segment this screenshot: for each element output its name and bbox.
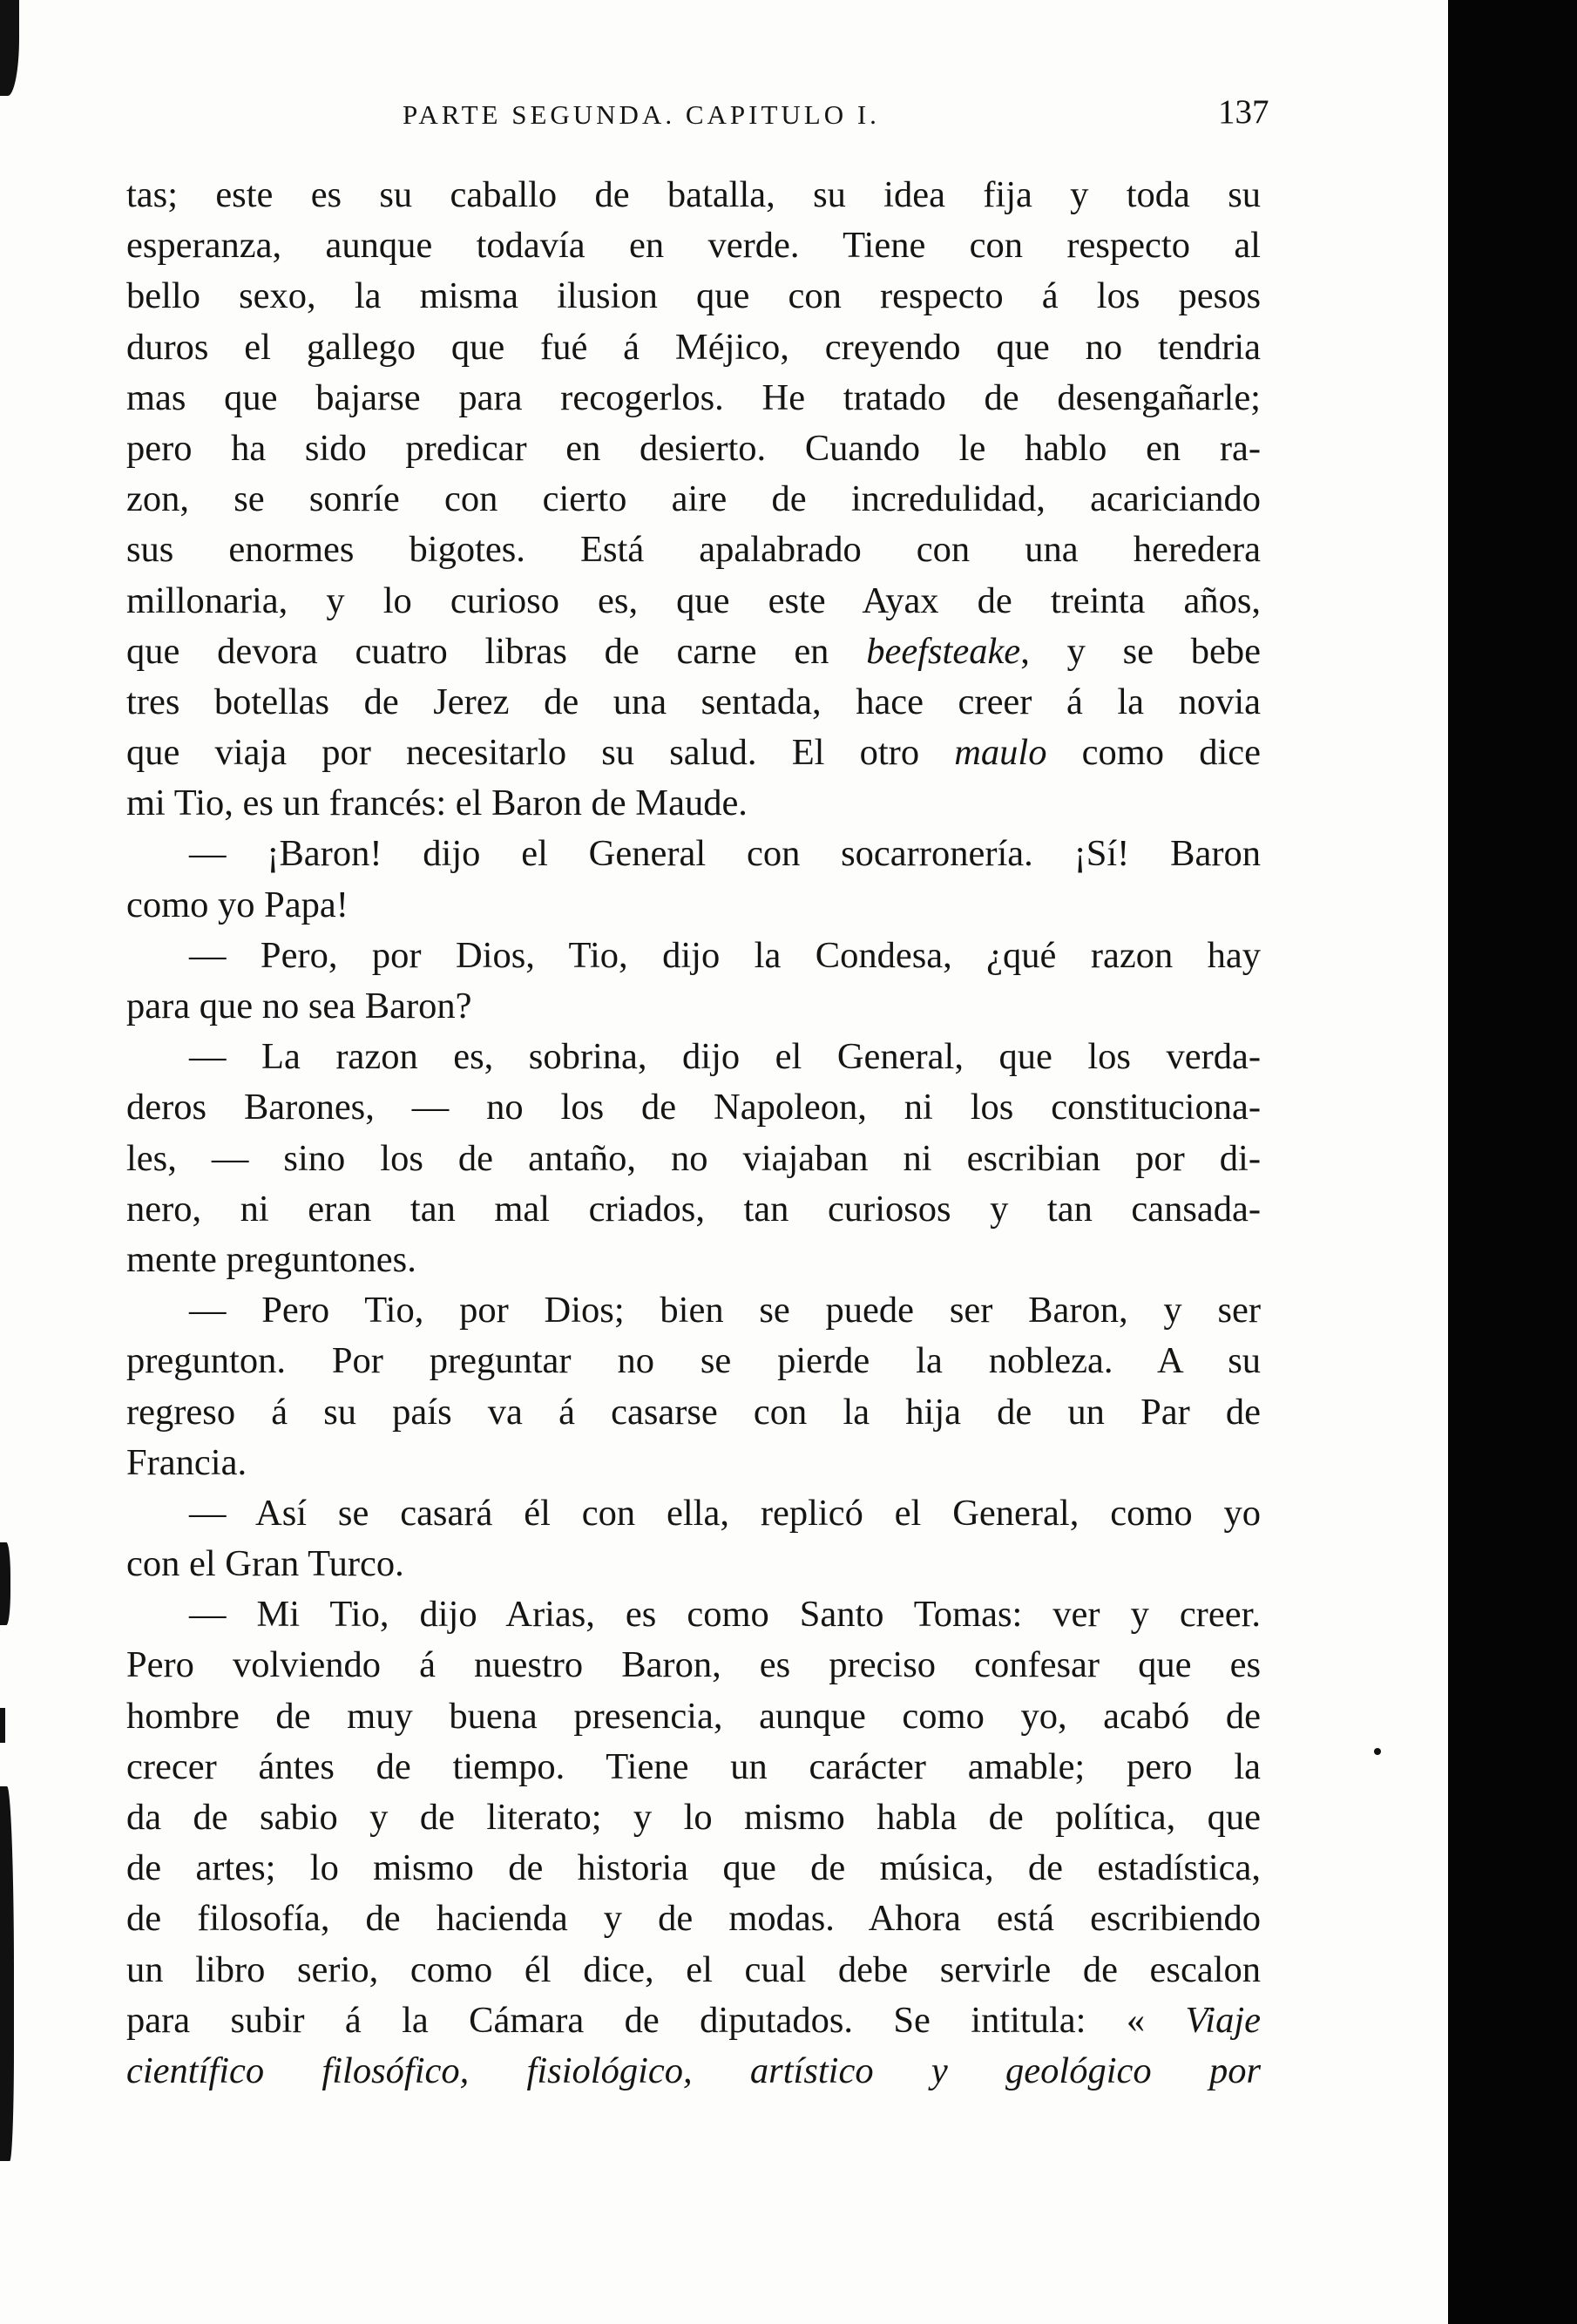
scan-artifact <box>0 1542 10 1625</box>
italic-word: maulo <box>954 732 1047 774</box>
text-line: deros Barones, — no los de Napoleon, ni los constituciona- <box>126 1087 1261 1128</box>
text-line: les, — sino los de antaño, no viajaban ni escribian por di- <box>126 1137 1261 1179</box>
text-line: con el Gran Turco. <box>126 1543 404 1585</box>
text-line: — Pero, por Dios, Tio, dijo la Condesa, ¿qué razon hay <box>189 934 1261 976</box>
running-title: PARTE SEGUNDA. CAPITULO I. <box>403 99 880 130</box>
text-line: sus enormes bigotes. Está apalabrado con una heredera <box>126 529 1261 571</box>
text-line: crecer ántes de tiempo. Tiene un carácter amable; pero la <box>126 1745 1261 1787</box>
text-line <box>126 627 1261 677</box>
text-run: como dice <box>1046 732 1261 774</box>
text-line: duros el gallego que fué á Méjico, creyendo que no tendria <box>126 326 1261 368</box>
text-line: nero, ni eran tan mal criados, tan curiosos y tan cansada- <box>126 1188 1261 1230</box>
text-line: mi Tio, es un francés: el Baron de Maude. <box>126 783 748 824</box>
italic-phrase: científico filosófico, fisiológico, artístico y geológico por <box>126 2050 1261 2091</box>
text-line: pero ha sido predicar en desierto. Cuando le hablo en ra- <box>126 427 1261 469</box>
page-number: 137 <box>1218 93 1269 131</box>
text-line: de filosofía, de hacienda y de modas. Ahora está escribiendo <box>126 1898 1261 1940</box>
text-line: — ¡Baron! dijo el General con socarronería. ¡Sí! Baron <box>189 833 1261 875</box>
text-line: esperanza, aunque todavía en verde. Tiene con respecto al <box>126 225 1261 267</box>
text-line: un libro serio, como él dice, el cual debe servirle de escalon <box>126 1948 1261 1990</box>
scan-artifact <box>1374 1748 1381 1755</box>
text-line: bello sexo, la misma ilusion que con respecto á los pesos <box>126 275 1261 317</box>
italic-word: beefsteake <box>866 630 1021 672</box>
text-line <box>126 2046 1261 2097</box>
scan-artifact <box>0 1708 5 1743</box>
text-line: — Así se casará él con ella, replicó el General, como yo <box>189 1492 1261 1534</box>
text-line <box>126 1995 1261 2046</box>
italic-word: Viaje <box>1185 1999 1261 2041</box>
text-run: que devora cuatro libras de carne en <box>126 630 867 672</box>
text-line: Francia. <box>126 1441 247 1483</box>
scan-artifact <box>0 0 19 96</box>
text-line: mente preguntones. <box>126 1238 416 1280</box>
text-line <box>126 728 1261 778</box>
text-line: da de sabio y de literato; y lo mismo habla de política, que <box>126 1797 1261 1838</box>
text-line: — Pero Tio, por Dios; bien se puede ser Baron, y ser <box>189 1290 1261 1331</box>
text-line: mas que bajarse para recogerlos. He tratado de desengañarle; <box>126 376 1261 418</box>
page-header <box>0 91 1577 143</box>
text-line: tas; este es su caballo de batalla, su idea fija y toda su <box>126 174 1261 215</box>
text-line: zon, se sonríe con cierto aire de incredulidad, acariciando <box>126 478 1261 520</box>
text-line: — Mi Tio, dijo Arias, es como Santo Tomas: ver y creer. <box>189 1594 1261 1636</box>
text-line: Pero volviendo á nuestro Baron, es preciso confesar que es <box>126 1644 1261 1686</box>
text-line: de artes; lo mismo de historia que de música, de estadística, <box>126 1847 1261 1889</box>
scan-border <box>1448 0 1577 2324</box>
body-text <box>126 170 1261 2097</box>
text-run: que viaja por necesitarlo su salud. El otro <box>126 732 955 774</box>
text-run: , y se bebe <box>1020 630 1261 672</box>
text-line: tres botellas de Jerez de una sentada, hace creer á la novia <box>126 681 1261 722</box>
text-line: — La razon es, sobrina, dijo el General, que los verda- <box>189 1036 1261 1078</box>
text-line: para que no sea Baron? <box>126 986 472 1026</box>
text-line: regreso á su país va á casarse con la hija de un Par de <box>126 1391 1261 1433</box>
text-run: para subir á la Cámara de diputados. Se intitula: « <box>126 1999 1186 2041</box>
scan-artifact <box>0 1786 14 2161</box>
text-line: hombre de muy buena presencia, aunque como yo, acabó de <box>126 1695 1261 1737</box>
text-line: millonaria, y lo curioso es, que este Ayax de treinta años, <box>126 579 1261 621</box>
text-line: pregunton. Por preguntar no se pierde la nobleza. A su <box>126 1340 1261 1382</box>
text-line: como yo Papa! <box>126 884 349 925</box>
